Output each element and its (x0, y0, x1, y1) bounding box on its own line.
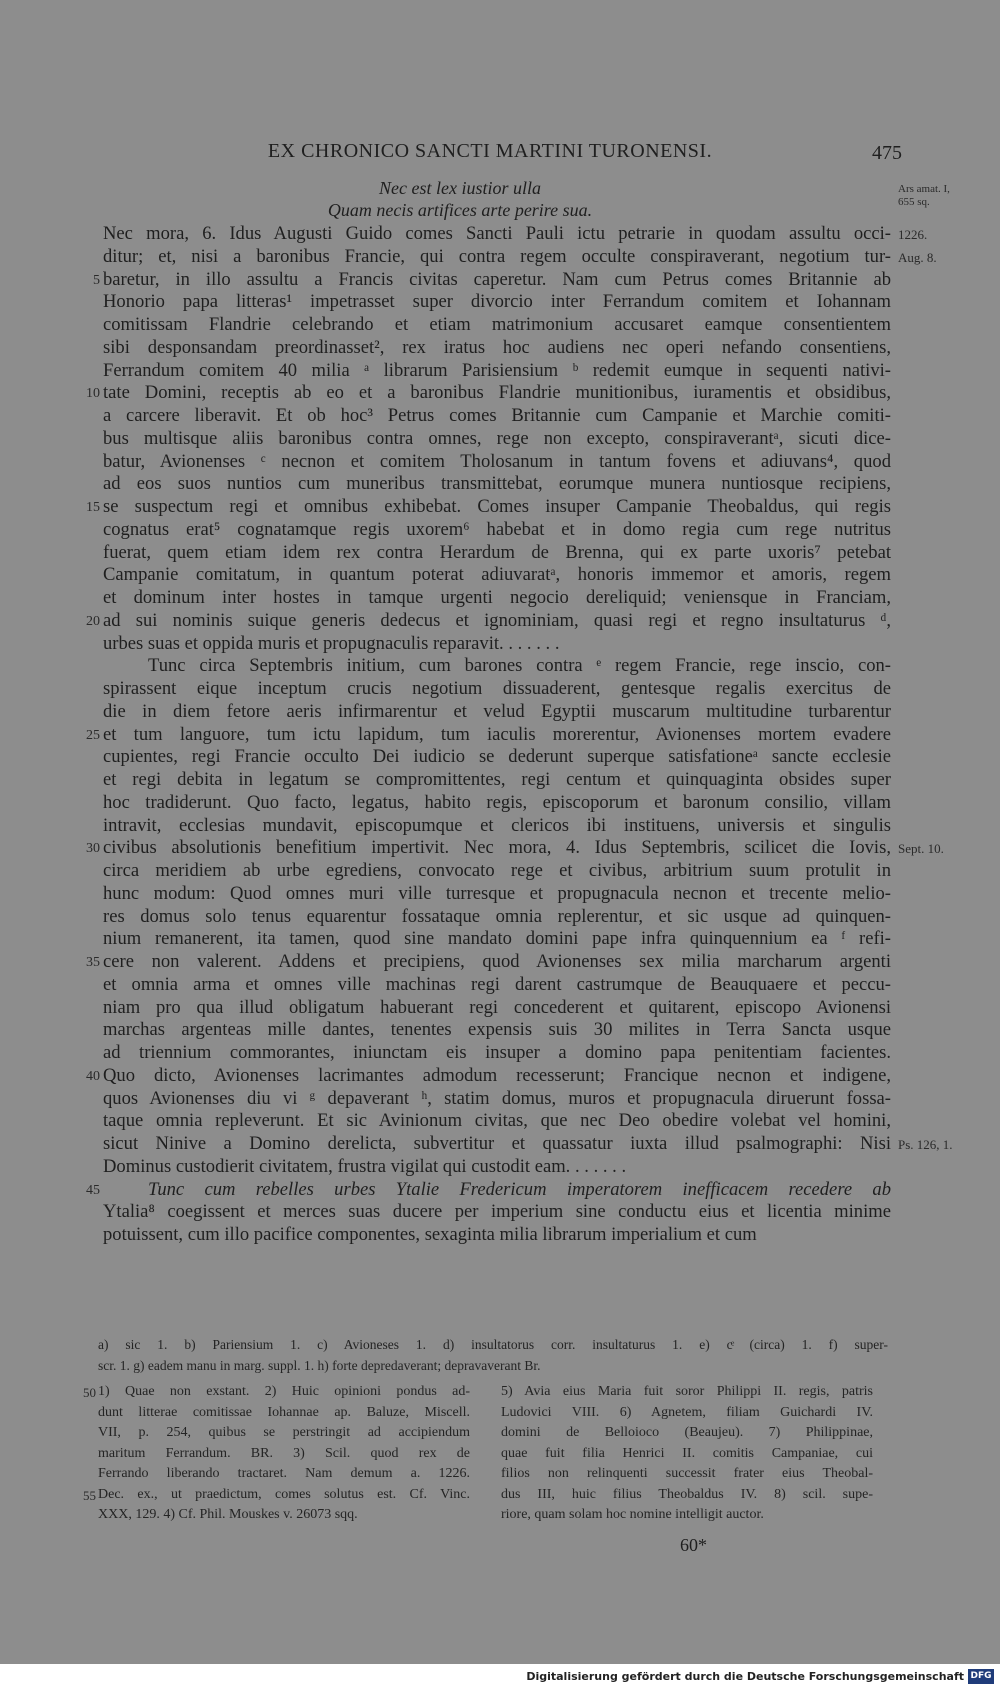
text-line (103, 1042, 891, 1065)
text-line-content: a carcere liberavit. Et ob hoc³ Petrus comes Britannie cum Campanie et Marchie comiti- (103, 405, 891, 426)
page-number: 475 (872, 142, 902, 164)
text-line-content: et dominum inter hostes in tamque urgenti negocio dereliquid; veniensque in Franciam, (103, 587, 891, 608)
footnote-line: Ludovici VIII. 6) Agnetem, filiam Guichardi IV. (501, 1404, 873, 1420)
line-number: 40 (86, 1068, 100, 1084)
margin-note: Ars amat. I, (898, 182, 950, 195)
text-line-content: cere non valerent. Addens et precipiens, quod Avionenses sex milia marcharum argenti (103, 951, 891, 972)
text-line-content: se suspectum regi et omnibus exhibebat. Comes insuper Campanie Theobaldus, qui regis (103, 496, 891, 517)
text-line (103, 724, 891, 747)
text-line-content: spirassent eique inceptum crucis negotium dissuaderent, gentesque regalis exercitus de (103, 678, 891, 699)
apparatus-line: a) sic 1. b) Pariensium 1. c) Avioneses 1. d) insultatorus corr. insultaturus 1. e) cͤ (circa) 1. f) super- (98, 1337, 888, 1352)
text-line-content: Nec mora, 6. Idus Augusti Guido comes Sancti Pauli ictu petrarie in quodam assultu occi- (103, 223, 891, 244)
text-line-content: ad eos suos nuntios cum muneribus transmittebat, eorumque munera nuntiosque recipiens, (103, 473, 891, 495)
footnote-line-number: 55 (83, 1487, 96, 1503)
text-line-content: ad triennium commorantes, iniunctam eis insuper a domino papa penitentiam facientes. (103, 1042, 891, 1063)
text-line-content: batur, Avionenses ᶜ necnon et comitem Tholosanum in tantum fovens et adiuvans⁴, quod (103, 450, 891, 472)
text-line-content: hunc modum: Quod omnes muri ville turresque et propugnacula necnon et trecente melio- (103, 882, 891, 904)
text-line-content: Ytalia⁸ coegissent et merces suas ducere per imperium sine conductu eius et licentia minime (103, 1201, 891, 1223)
text-line (103, 223, 891, 246)
main-text-block (103, 223, 891, 1247)
text-line (103, 405, 891, 428)
text-line (103, 610, 891, 633)
text-line (103, 269, 891, 292)
text-line (103, 428, 891, 451)
text-line (103, 633, 891, 656)
footnote-line: 5) Avia eius Maria fuit soror Philippi II. regis, patris (501, 1384, 873, 1399)
text-line (103, 496, 891, 519)
text-line (103, 906, 891, 929)
text-line-content: Campanie comitatum, in quantum poterat adiuvaratᵃ, honoris immemor et amoris, regem (103, 564, 891, 586)
text-line (103, 1201, 891, 1224)
funding-credit: Digitalisierung gefördert durch die Deutsche Forschungsgemeinschaft (526, 1670, 964, 1683)
margin-note: Ps. 126, 1. (898, 1137, 953, 1152)
text-line (103, 883, 891, 906)
text-line (103, 587, 891, 610)
text-line (103, 337, 891, 360)
text-line (103, 792, 891, 815)
text-line (103, 837, 891, 860)
text-line (103, 473, 891, 496)
text-line (103, 1179, 891, 1202)
text-line-content: intravit, ecclesias mundavit, episcopumque et clericos ibi instituens, universis et singulis (103, 814, 891, 836)
text-line (103, 1110, 891, 1133)
text-line-content: tate Domini, receptis ab eo et a baronibus Flandrie munitionibus, iuramentis et obsidibus, (103, 382, 891, 404)
verse-line-1: Nec est lex iustior ulla (379, 178, 541, 198)
text-line-content: marchas argenteas mille dantes, tenentes expensis suis 30 milites in Terra Sancta usque (103, 1019, 891, 1041)
text-line (103, 678, 891, 701)
margin-note: Sept. 10. (898, 841, 944, 857)
text-line-content: Tunc cum rebelles urbes Ytalie Fredericum imperatorem inefficacem recedere ab (148, 1178, 891, 1200)
text-line (103, 1156, 891, 1179)
footnote-line: quae fuit filia Henrici II. comitis Campaniae, cui (501, 1445, 873, 1461)
text-line (103, 1224, 891, 1247)
text-line-content: Dominus custodierit civitatem, frustra vigilat qui custodit eam. . . . . . . (103, 1155, 627, 1177)
signature-mark: 60* (680, 1535, 707, 1555)
text-line (103, 564, 891, 587)
line-number: 45 (86, 1182, 100, 1198)
text-line-content: Honorio papa litteras¹ impetrasset super divorcio inter Ferrandum comitem et Iohannam (103, 291, 891, 313)
line-number: 30 (86, 841, 100, 857)
text-line (103, 1088, 891, 1111)
text-line-content: ad sui nominis suique generis dedecus et ignominiam, quasi regi et regno insultaturus ᵈ, (103, 609, 891, 631)
line-number: 35 (86, 955, 100, 970)
footnote-line: VII, p. 254, quibus se perstringit ad accipiendum (98, 1425, 470, 1440)
text-line (103, 997, 891, 1020)
footnote-line: filios non relinquenti successit frater eius Theobal- (501, 1466, 873, 1481)
text-line (103, 815, 891, 838)
critical-apparatus (98, 1335, 888, 1376)
text-line (103, 951, 891, 974)
text-line-content: sicut Ninive a Domino derelicta, subvertitur et quassatur iuxta illud psalmographi: Nisi (103, 1133, 891, 1154)
footnote-line: Ferrando liberando tractaret. Nam demum a. 1226. (98, 1466, 470, 1481)
text-line (103, 655, 891, 678)
text-line-content: fuerat, quem etiam idem rex contra Herardum de Brenna, qui ex parte uxoris⁷ petebat (103, 541, 891, 563)
text-line (103, 1065, 891, 1088)
footnote-line: 1) Quae non exstant. 2) Huic opinioni pondus ad- (98, 1384, 470, 1399)
text-line (103, 360, 891, 383)
text-line (103, 1019, 891, 1042)
margin-note: 1226. (898, 227, 928, 242)
text-line (103, 1133, 891, 1156)
text-line (103, 769, 891, 792)
text-line-content: hoc tradiderunt. Quo facto, legatus, habito regis, episcoporum et baronum consilio, villam (103, 791, 891, 813)
text-line (103, 860, 891, 883)
text-line-content: ditur; et, nisi a baronibus Francie, qui contra regem occulte conspiraverant, negotium tur- (103, 245, 891, 267)
text-line (103, 451, 891, 474)
text-line-content: circa meridiem ab urbe egrediens, convocato rege et civibus, arbitrium suum protulit in (103, 860, 891, 881)
text-line-content: bus multisque aliis baronibus contra omnes, rege non excepto, conspiraverantᵃ, sicuti dice- (103, 427, 891, 449)
text-line-content: et omnia arma et omnes ville machinas regi darent castrumque de Beauquaere et peccu- (103, 973, 891, 995)
running-header-title: EX CHRONICO SANCTI MARTINI TURONENSI. (267, 140, 713, 162)
text-line-content: Quo dicto, Avionenses lacrimantes admodum recesserunt; Francique necnon et indigene, (103, 1064, 891, 1086)
text-line-content: niam pro qua illud obligatum habuerant regi concederent et quitarent, episcopo Avionensi (103, 996, 891, 1018)
footnote-line: dus III, huic filius Theobaldus IV. 8) scil. supe- (501, 1486, 873, 1502)
text-line-content: et regi debita in legatum se compromittentes, regi centum et quinquaginta obsides super (103, 769, 891, 790)
footnote-line: Dec. ex., ut praedictum, comes solutus est. Cf. Vinc. (98, 1486, 470, 1502)
text-line-content: potuissent, cum illo pacifice componentes, sexaginta milia librarum imperialium et cum (103, 1224, 757, 1245)
text-line-content: cognatus erat⁵ cognatamque regis uxorem⁶ habebat et in domo regia cum rege nutritus (103, 518, 891, 540)
text-line-content: die in diem fetore aeris infirmarentur et velud Egyptii muscarum multitudine turbarentur (103, 700, 891, 722)
line-number: 10 (86, 386, 100, 402)
text-line-content: Tunc circa Septembris initium, cum barones contra ᵉ regem Francie, rege inscio, con- (148, 655, 891, 677)
text-line-content: taque omnia repleverunt. Et sic Avinionum civitas, que nec Deo obedire volebat vel homini, (103, 1110, 891, 1132)
line-number: 20 (86, 613, 100, 629)
text-line (103, 974, 891, 997)
text-line-content: et tum languore, tum ictu lapidum, tum iaculis morerentur, Avionenses mortem evadere (103, 723, 891, 745)
text-line (103, 314, 891, 337)
text-line-content: comitissam Flandrie celebrando et etiam matrimonium accusaret eamque consentientem (103, 314, 891, 335)
line-number: 25 (86, 727, 100, 743)
footnote-line-number: 50 (83, 1385, 96, 1400)
text-line-content: res domus solo tenus equarentur fossataque omnia replerentur, et sic usque ad quinquen- (103, 905, 891, 927)
text-line-content: nium remanerent, ita tamen, quod sine mandato domini pape infra quinquennium ea ᶠ refi- (103, 928, 891, 950)
footnotes-left-column (98, 1382, 470, 1526)
text-line (103, 519, 891, 542)
footnote-line: riore, quam solam hoc nomine intelligit auctor. (501, 1507, 764, 1522)
line-number: 5 (93, 272, 100, 288)
line-number: 15 (86, 500, 100, 515)
footnotes-right-column (501, 1382, 873, 1526)
text-line (103, 542, 891, 565)
footnote-line: domini de Belloioco (Beaujeu). 7) Philippinae, (501, 1425, 873, 1440)
text-line (103, 291, 891, 314)
text-line-content: quos Avionenses diu vi ᵍ depaverant ʰ, statim domus, muros et propugnacula diruerunt fossa- (103, 1087, 891, 1109)
margin-note: 655 sq. (898, 196, 930, 209)
footnote-line: XXX, 129. 4) Cf. Phil. Mouskes v. 26073 sqq. (98, 1507, 358, 1522)
text-line-content: sibi desponsandam preordinasset², rex iratus hoc audiens nec operi nefando consentiens, (103, 336, 891, 358)
dfg-logo: DFG (968, 1669, 994, 1684)
text-line (103, 246, 891, 269)
text-line-content: baretur, in illo assultu a Francis civitas caperetur. Nam cum Petrus comes Britannie ab (103, 268, 891, 290)
text-line-content: Ferrandum comitem 40 milia ᵃ librarum Parisiensium ᵇ redemit eumque in sequenti nativi- (103, 359, 891, 381)
verse-line-2: Quam necis artifices arte perire sua. (327, 200, 593, 220)
text-line (103, 382, 891, 405)
text-line-content: urbes suas et oppida muris et propugnaculis reparavit. . . . . . . (103, 632, 560, 654)
footnote-line: maritum Ferrandum. BR. 3) Scil. quod rex de (98, 1445, 470, 1461)
credit-bar (0, 1664, 1000, 1691)
text-line (103, 928, 891, 951)
footnote-line: dunt litterae comitissae Iohannae ap. Baluze, Miscell. (98, 1404, 470, 1420)
margin-note: Aug. 8. (898, 249, 937, 265)
apparatus-line: scr. 1. g) eadem manu in marg. suppl. 1. h) forte depredaverant; depravaverant Br. (98, 1357, 541, 1373)
text-line-content: civibus absolutionis benefitium impertivit. Nec mora, 4. Idus Septembris, scilicet die Iovis, (103, 837, 891, 859)
text-line (103, 746, 891, 769)
text-line (103, 701, 891, 724)
text-line-content: cupientes, regi Francie occulto Dei iudicio se dederunt superque satisfationeᵃ sancte ecclesie (103, 746, 891, 768)
